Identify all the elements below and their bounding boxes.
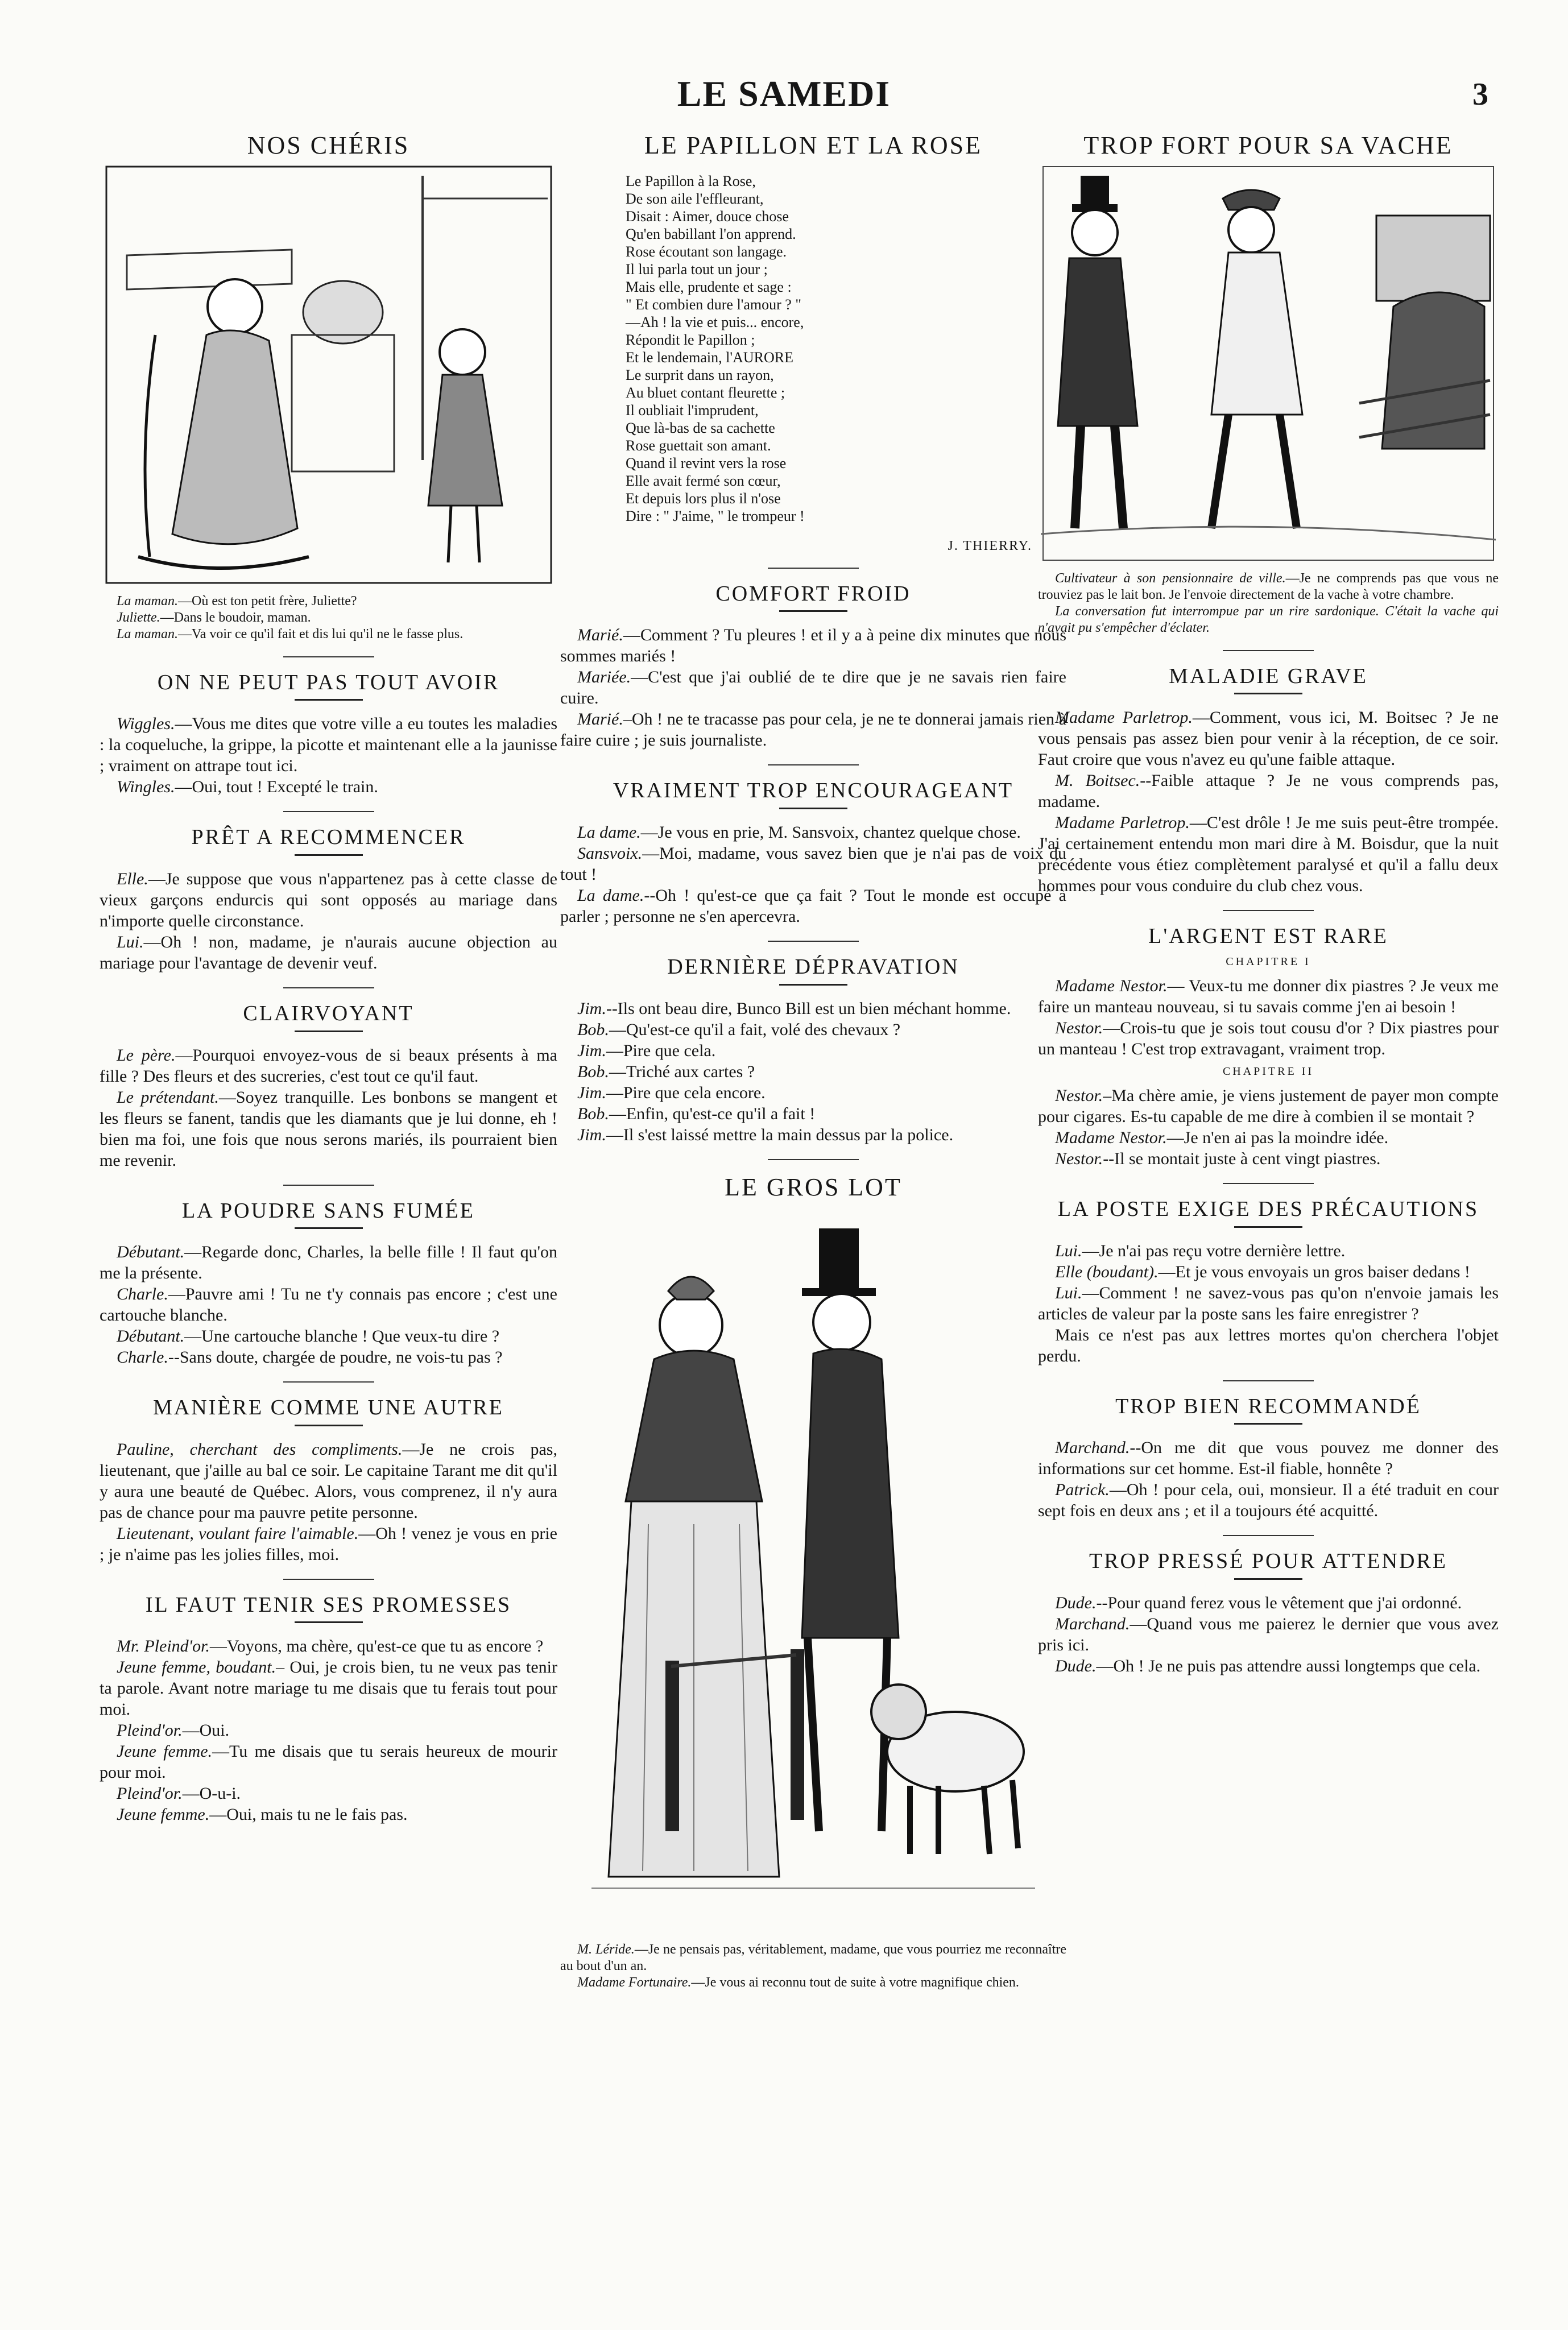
paragraph: Madame Parletrop.—Comment, vous ici, M. Boitsec ? Je ne vous pensais pas assez bien pour venir à la réception, de ce soir. Faut croire que vous n'avez eu qu'une faible attaque. <box>1038 708 1499 769</box>
poem-line: Rose écoutant son langage. <box>626 243 787 260</box>
paragraph: La dame.--Oh ! qu'est-ce que ça fait ? Tout le monde est occupé à parler ; personne ne s'en apercevra. <box>560 885 1066 926</box>
divider <box>1223 650 1314 651</box>
poem-line: —Ah ! la vie et puis... encore, <box>626 313 804 330</box>
illustration-caption <box>100 593 557 643</box>
paragraph: Lui.—Comment ! ne savez-vous pas qu'on n'envoie jamais les articles de valeur par la poste sans les faire enregistrer ? <box>1038 1283 1499 1323</box>
paragraph: Bob.—Triché aux cartes ? <box>577 1062 755 1081</box>
paragraph: Jeune femme.—Oui, mais tu ne le fais pas. <box>117 1805 408 1824</box>
paragraph: Jim.--Ils ont beau dire, Bunco Bill est un bien méchant homme. <box>577 999 1011 1018</box>
paragraph: Jeune femme, boudant.– Oui, je crois bien, tu ne veux pas tenir ta parole. Avant notre mariage tu me disais que tu ferais tout pour moi. <box>100 1658 557 1719</box>
paragraph: Dude.--Pour quand ferez vous le vêtement que j'ai ordonné. <box>1055 1593 1462 1612</box>
paragraph: Bob.—Qu'est-ce qu'il a fait, volé des chevaux ? <box>577 1020 901 1039</box>
paragraph: Sansvoix.—Moi, madame, vous savez bien que je n'ai pas de voix du tout ! <box>560 843 1066 884</box>
title-rule <box>295 1425 363 1426</box>
chapter-heading: CHAPITRE I <box>1226 955 1311 968</box>
article-title: CLAIRVOYANT <box>243 1001 414 1025</box>
divider <box>283 656 374 657</box>
divider <box>283 987 374 988</box>
divider <box>283 1381 374 1383</box>
title-rule <box>295 1621 363 1623</box>
poem-title: LE PAPILLON ET LA ROSE <box>644 131 983 159</box>
article-title: LA POUDRE SANS FUMÉE <box>181 1198 475 1223</box>
caption-line: M. Léride.—Je ne pensais pas, véritablement, madame, que vous pourriez me reconnaître au bout d'un an. <box>560 1942 1066 1974</box>
paragraph: Jim.—Pire que cela encore. <box>577 1083 766 1102</box>
poem-line: Au bluet contant fleurette ; <box>626 384 785 401</box>
paragraph: Lui.—Oh ! non, madame, je n'aurais aucune objection au mariage pour l'avantage de devenir veuf. <box>100 932 557 972</box>
article-title: VRAIMENT TROP ENCOURAGEANT <box>613 779 1014 803</box>
paragraph: Nestor.--Il se montait juste à cent vingt piastres. <box>1055 1149 1381 1168</box>
paragraph: Débutant.—Regarde donc, Charles, la belle fille ! Il faut qu'on me la présente. <box>100 1243 557 1283</box>
divider <box>1223 1535 1314 1536</box>
paragraph: Mariée.—C'est que j'ai oublié de te dire que je ne savais rien faire cuire. <box>560 668 1066 708</box>
paragraph: Madame Parletrop.—C'est drôle ! Je me suis peut-être trompée. J'ai certainement entendu mon mari dire à M. Boisdur, que la nuit précédente vous étiez complètement paralysé et qu'il a fallu deux hommes pour vous conduire du club chez vous. <box>1038 813 1499 896</box>
paragraph: Pauline, cherchant des compliments.—Je ne crois pas, lieutenant, que j'aille au bal ce soir. Le capitaine Tarant me dit qu'il y aura une beauté de Québec. Alors, vous comprenez, il n'y aura pas de chance pour ma pauvre petite personne. <box>100 1439 557 1522</box>
caption-line: Juliette.—Dans le boudoir, maman. <box>117 610 311 625</box>
paragraph: Marchand.—Quand vous me paierez le dernier que vous avez pris ici. <box>1038 1614 1499 1654</box>
title-rule <box>1234 1423 1302 1425</box>
paragraph: Charle.—Pauvre ami ! Tu ne t'y connais pas encore ; c'est une cartouche blanche. <box>100 1285 557 1325</box>
poem-line: Quand il revint vers la rose <box>626 454 787 471</box>
paragraph: Le père.—Pourquoi envoyez-vous de si beaux présents à ma fille ? Des fleurs et des sucreries, c'est tout ce qu'il faut. <box>100 1045 557 1086</box>
poem-line: Répondit le Papillon ; <box>626 331 755 348</box>
paragraph: Mr. Pleind'or.—Voyons, ma chère, qu'est-ce que tu as encore ? <box>117 1637 544 1656</box>
illustration-mother-daughter <box>104 164 553 585</box>
paragraph: Marié.–Oh ! ne te tracasse pas pour cela, je ne te donnerai jamais rien à faire cuire ; je suis journaliste. <box>560 710 1066 750</box>
article-title: MALADIE GRAVE <box>1169 664 1368 688</box>
column-1 <box>100 131 557 1825</box>
article-title: COMFORT FROID <box>715 581 911 606</box>
illustration-farmer-cow <box>1041 164 1496 562</box>
divider <box>768 941 859 942</box>
poem-line: Il oubliait l'imprudent, <box>626 402 759 419</box>
paragraph: Marchand.--On me dit que vous pouvez me donner des informations sur cet homme. Est-il fiable, honnête ? <box>1038 1438 1499 1479</box>
article-title: MANIÈRE COMME UNE AUTRE <box>153 1396 504 1420</box>
paragraph: La dame.—Je vous en prie, M. Sansvoix, chantez quelque chose. <box>577 822 1021 842</box>
caption-line: La maman.—Va voir ce qu'il fait et dis lui qu'il ne le fasse plus. <box>117 626 464 642</box>
title-rule <box>295 1031 363 1032</box>
paragraph: Nestor.–Ma chère amie, je viens justement de payer mon compte pour cigares. Es-tu capable de me dire à combien il se montait ? <box>1038 1086 1499 1126</box>
paragraph: Madame Nestor.—Je n'en ai pas la moindre idée. <box>1055 1128 1389 1147</box>
page-number: 3 <box>1472 77 1488 112</box>
divider <box>768 764 859 765</box>
divider <box>283 1579 374 1580</box>
divider <box>1223 910 1314 911</box>
paragraph: Wiggles.—Vous me dites que votre ville a eu toutes les maladies : la coqueluche, la grippe, la picotte et maintenant elle a la jaunisse ; vraiment on attrape tout ici. <box>100 714 557 776</box>
illustration-caption <box>1038 570 1499 636</box>
divider <box>768 568 859 569</box>
chapter-heading: CHAPITRE II <box>1222 1065 1314 1078</box>
paper-title: LE SAMEDI <box>677 73 891 114</box>
illustration-couple-dog <box>591 1206 1035 1934</box>
paragraph: Bob.—Enfin, qu'est-ce qu'il a fait ! <box>577 1104 816 1123</box>
column-3 <box>1038 131 1499 1677</box>
caption-line: La maman.—Où est ton petit frère, Juliette? <box>117 593 357 609</box>
article-title: NOS CHÉRIS <box>247 131 410 159</box>
title-rule <box>1234 693 1302 694</box>
caption-line: La conversation fut interrompue par un rire sardonique. C'était la vache qui n'avait pu s'empêcher d'éclater. <box>1038 603 1499 635</box>
title-rule <box>1234 1226 1302 1228</box>
column-2 <box>560 131 1066 1991</box>
paragraph: Débutant.—Une cartouche blanche ! Que veux-tu dire ? <box>117 1327 500 1346</box>
article-title: TROP PRESSÉ POUR ATTENDRE <box>1089 1549 1447 1574</box>
paragraph: Elle (boudant).—Et je vous envoyais un gros baiser dedans ! <box>1055 1262 1470 1281</box>
paragraph: Lieutenant, voulant faire l'aimable.—Oh ! venez je vous en prie ; je n'aime pas les jolies filles, moi. <box>100 1524 557 1564</box>
paragraph: Pleind'or.—Oui. <box>117 1721 230 1740</box>
paragraph: Charle.--Sans doute, chargée de poudre, ne vois-tu pas ? <box>117 1348 503 1367</box>
article-title: DERNIÈRE DÉPRAVATION <box>667 954 959 979</box>
poem-line: Disait : Aimer, douce chose <box>626 208 789 225</box>
poem-line: Rose guettait son amant. <box>626 437 771 454</box>
poem-line: Le surprit dans un rayon, <box>626 366 774 383</box>
poem-line: Et le lendemain, l'AURORE <box>626 349 793 366</box>
paragraph: Lui.—Je n'ai pas reçu votre dernière lettre. <box>1055 1241 1346 1260</box>
article-title: LA POSTE EXIGE DES PRÉCAUTIONS <box>1057 1197 1479 1221</box>
divider <box>1223 1183 1314 1184</box>
divider <box>283 1185 374 1186</box>
article-title: ON NE PEUT PAS TOUT AVOIR <box>157 670 500 694</box>
paragraph: Pleind'or.—O-u-i. <box>117 1784 241 1803</box>
masthead <box>0 73 1568 124</box>
article-title: PRÊT A RECOMMENCER <box>191 825 466 850</box>
paragraph: Le prétendant.—Soyez tranquille. Les bonbons se mangent et les fleurs se fanent, tandis que les diamants que je lui donne, eh ! bien ma foi, une fois que nous serons mariés, ils pourraient bien me revenir. <box>100 1087 557 1170</box>
article-title: TROP BIEN RECOMMANDÉ <box>1115 1394 1421 1418</box>
paragraph: Mais ce n'est pas aux lettres mortes qu'on cherchera l'objet perdu. <box>1038 1325 1499 1365</box>
divider <box>283 811 374 812</box>
paragraph: Wingles.—Oui, tout ! Excepté le train. <box>117 777 378 797</box>
illustration-caption <box>560 1942 1066 1991</box>
paragraph: Marié.—Comment ? Tu pleures ! et il y a à peine dix minutes que nous sommes mariés ! <box>560 626 1066 666</box>
title-rule <box>295 1227 363 1229</box>
title-rule <box>779 984 847 986</box>
article-title: IL FAUT TENIR SES PROMESSES <box>145 1592 512 1617</box>
title-rule <box>295 699 363 701</box>
paragraph: M. Boitsec.--Faible attaque ? Je ne vous comprends pas, madame. <box>1038 771 1499 812</box>
title-rule <box>1234 1578 1302 1580</box>
poem-line: Le Papillon à la Rose, <box>626 172 756 189</box>
article-title: TROP FORT POUR SA VACHE <box>1083 131 1453 159</box>
poem-signature: J. THIERRY. <box>948 538 1032 553</box>
poem-line: De son aile l'effleurant, <box>626 190 764 207</box>
title-rule <box>779 808 847 809</box>
poem-line: Mais elle, prudente et sage : <box>626 278 792 295</box>
caption-line: Madame Fortunaire.—Je vous ai reconnu tout de suite à votre magnifique chien. <box>577 1975 1019 1990</box>
caption-line: Cultivateur à son pensionnaire de ville.—Je ne comprends pas que vous ne trouviez pas le lait bon. Je l'envoie directement de la vache à votre chambre. <box>1038 570 1499 602</box>
poem-line: " Et combien dure l'amour ? " <box>626 296 801 313</box>
title-rule <box>779 610 847 612</box>
divider <box>1223 1380 1314 1381</box>
article-title: LE GROS LOT <box>725 1173 902 1201</box>
divider <box>768 1159 859 1160</box>
poem-line: Que là-bas de sa cachette <box>626 419 775 436</box>
paragraph: Dude.—Oh ! Je ne puis pas attendre aussi longtemps que cela. <box>1055 1656 1481 1675</box>
paragraph: Jim.—Il s'est laissé mettre la main dessus par la police. <box>577 1125 954 1144</box>
paragraph: Jeune femme.—Tu me disais que tu serais heureux de mourir pour moi. <box>100 1742 557 1782</box>
poem-line: Et depuis lors plus il n'ose <box>626 490 781 507</box>
paragraph: Elle.—Je suppose que vous n'appartenez pas à cette classe de vieux garçons endurcis qui sont opposés au mariage dans n'importe quelle circonstance. <box>100 869 557 930</box>
paragraph: Nestor.—Crois-tu que je sois tout cousu d'or ? Dix piastres pour un manteau ! C'est trop extravagant, vraiment trop. <box>1038 1018 1499 1058</box>
poem <box>626 172 1066 525</box>
poem-line: Il lui parla tout un jour ; <box>626 260 768 278</box>
paragraph: Madame Nestor.— Veux-tu me donner dix piastres ? Je veux me faire un manteau nouveau, si tu savais comme j'en ai besoin ! <box>1038 976 1499 1016</box>
paragraph: Patrick.—Oh ! pour cela, oui, monsieur. Il a été traduit en cour sept fois en deux ans ; et il a toujours été acquitté. <box>1038 1480 1499 1521</box>
paragraph: Jim.—Pire que cela. <box>577 1041 716 1060</box>
poem-line: Elle avait fermé son cœur, <box>626 472 781 489</box>
poem-line: Qu'en babillant l'on apprend. <box>626 225 796 242</box>
poem-line: Dire : " J'aime, " le trompeur ! <box>626 507 805 524</box>
title-rule <box>295 854 363 856</box>
article-title: L'ARGENT EST RARE <box>1148 924 1388 949</box>
